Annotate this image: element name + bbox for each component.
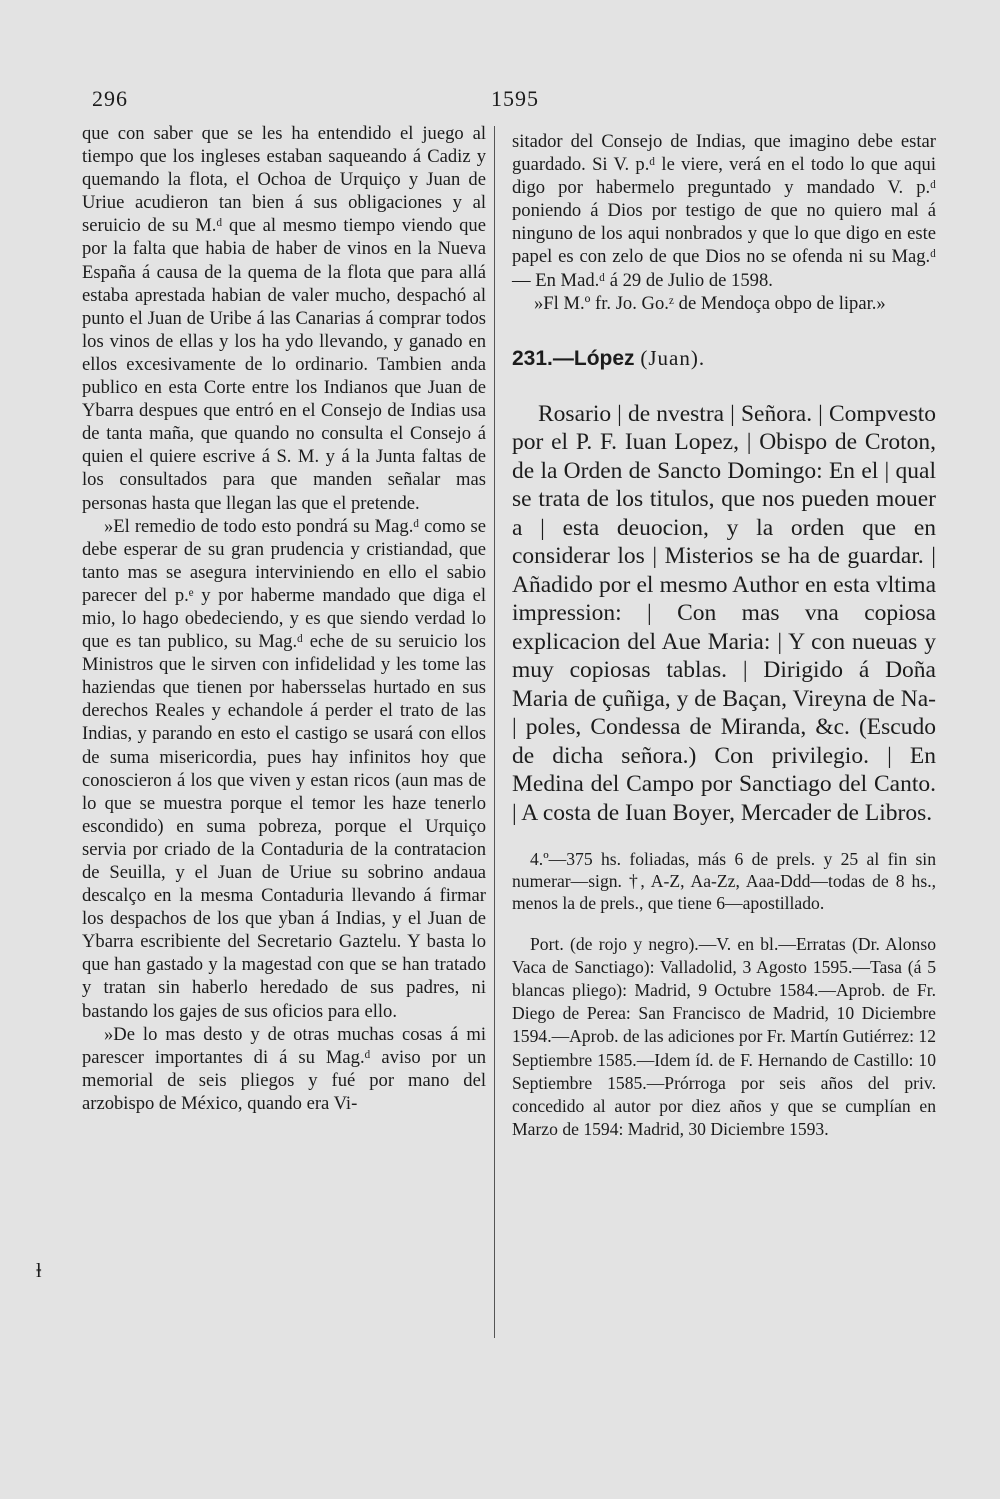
entry-number: 231.—López <box>512 346 635 370</box>
paragraph: »Fl M.º fr. Jo. Go.ᶻ de Mendoça obpo de lipar.» <box>534 292 886 314</box>
book-title-transcription: Rosario | de nvestra | Señora. | Compvesto por el P. F. Iuan Lopez, | Obispo de Croton, de la Orden de Sancto Domingo: En el | qual se trata de los titulos, que nos pueden mouer a | esta deuocion, y la orden que en considerar los | Misterios se ha de guardar. | Añadido por el mesmo Author en esta vltima impression: | Con mas vna copiosa explicacion del Aue Maria: | Y con nueuas y muy copiosas tablas. | Dirigido á Doña Maria de çuñiga, y de Baçan, Vireyna de Na- | poles, Condessa de Miranda, &c. (Escudo de dicha señora.) Con privilegio. | En Medina del Campo por Sanctiago del Canto. | A costa de Iuan Boyer, Mercader de Libros. <box>512 400 936 826</box>
paragraph: sitador del Consejo de Indias, que imagino debe estar guardado. Si V. p.ᵈ le viere, verá en el todo lo que aqui digo por habermelo preguntado y mandado V. p.ᵈ poniendo á Dios por testigo de que no quiero mal á ninguno de los aqui nonbrados y que lo que digo en este papel es con zelo de que Dios no se ofenda ni su Mag.ᵈ — En Mad.ᵈ á 29 de Julio de 1598. <box>512 131 936 291</box>
running-header-year: 1595 <box>491 86 539 111</box>
column-divider <box>494 126 495 1338</box>
paragraph: »De lo mas desto y de otras muchas cosas á mi parescer importantes di á su Mag.ᵈ aviso por un memorial de seis pliegos y fué por mano del arzobispo de México, quando era Vi- <box>82 1023 486 1114</box>
margin-mark: ⱡ <box>36 1260 42 1282</box>
paragraph: »El remedio de todo esto pondrá su Mag.ᵈ como se debe esperar de su gran prudencia y cristiandad, que tanto mas se asegura interviniendo en ello el sabio parecer del p.ᵉ y por haberme mandado que diga el mio, lo hago obedeciendo, y es que siendo verdad lo que es tan publico, su Mag.ᵈ eche de su seruicio los Ministros que le sirven con infidelidad y les tome las haziendas que tienen por habersselas hurtado en sus derechos Reales y echandole á perder el trato de las Indias, y parando en esto el castigo se usará con ellos de suma misericordia, pues hay infinitos hoy que conoscieron á los que viven y estan ricos (aun mas de lo que se muestra porque el temor les haze tenerlo escondido) en suma pobreza, porque el Urquiço servia por criado de la Contaduria de la contratacion de Seuilla, y el Juan de Uriue su sobrino andaua descalço en la mesma Contaduria llevando á firmar los despachos de los que yban á Indias, y el Juan de Ybarra escribiente del Secretario Gaztelu. Y basta lo que han gastado y la magestad con que se han tratado y tratan sin haberlo heredado de sus padres, ni bastando los gajes de sus oficios para ello. <box>82 515 486 1022</box>
paragraph: que con saber que se les ha entendido el juego al tiempo que los ingleses estaban saqueando á Cadiz y quemando la flota, el Ochoa de Urquiço y Juan de Uriue acudieron tan bien á sus obligaciones y al seruicio de su M.ᵈ que al mesmo tiempo viendo que por la falta que habia de haber de vinos en la Nueva España á causa de la quema de la flota que para allá estaba aprestada habian de valer mucho, despachó al punto el Juan de Uribe á las Canarias á comprar todos los vinos de ellas y los ha ydo llevando, y ganado en ellos excesivamente de lo ordinario. Tambien anda publico en esta Corte entre los Indianos que Juan de Ybarra despues que entró en el Consejo de Indias usa de tanta maña, que quando no consulta el Consejo á quien el quiere escrive á S. M. y á la Junta faltas de los consultados para que manden señalar mas personas hasta que llegan las que el pretende. <box>82 123 486 514</box>
entry-heading <box>512 345 936 372</box>
right-column <box>512 130 936 1141</box>
entry-name: (Juan). <box>640 345 706 370</box>
page-number: 296 <box>92 86 128 111</box>
left-column <box>82 122 486 1115</box>
description: Port. (de rojo y negro).—V. en bl.—Erratas (Dr. Alonso Vaca de Sanctiago): Valladolid, 3 Agosto 1595.—Tasa (á 5 blancas pliego): Madrid, 9 Octubre 1584.—Aprob. de Fr. Diego de Perea: San Francisco de Madrid, 10 Diciembre 1594.—Aprob. de las adiciones por Fr. Martín Gutiérrez: 12 Septiembre 1585.—Idem íd. de F. Hernando de Castillo: 10 Septiembre 1585.—Prórroga por seis años del priv. concedido al autor por diez años y que se cumplían en Marzo de 1594: Madrid, 30 Diciembre 1593. <box>512 933 936 1140</box>
collation: 4.º—375 hs. foliadas, más 6 de prels. y 25 al fin sin numerar—sign. †, A-Z, Aa-Zz, Aaa-Ddd—todas de 8 hs., menos la de prels., que tiene 6—apostillado. <box>512 849 936 913</box>
